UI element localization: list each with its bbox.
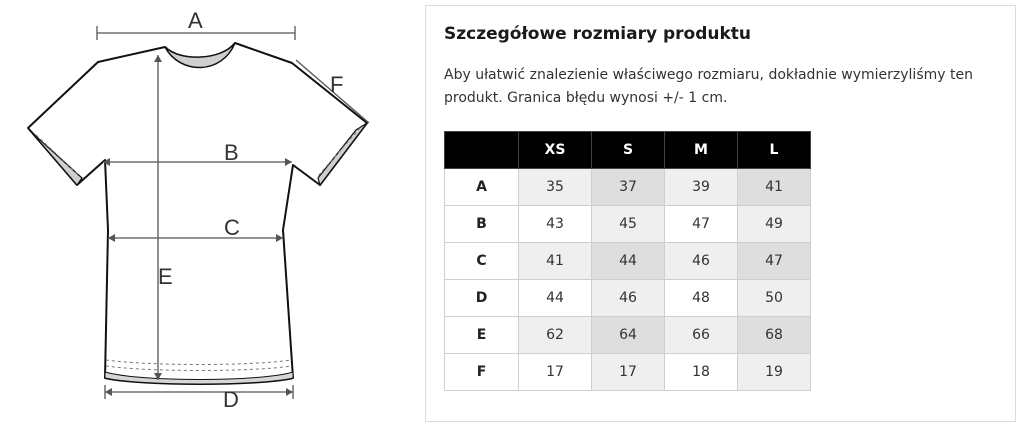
table-cell: 46 <box>665 243 738 280</box>
label-f: F <box>330 72 344 97</box>
size-header-row <box>445 132 811 169</box>
panel-description: Aby ułatwić znalezienie właściwego rozmiaru, dokładnie wymierzyliśmy ten produkt. Granica błędu wynosi +/- 1 cm. <box>444 67 973 106</box>
table-row <box>445 354 811 391</box>
table-cell: 66 <box>665 317 738 354</box>
table-row <box>445 243 811 280</box>
row-label: F <box>445 354 519 391</box>
table-cell: 35 <box>519 169 592 206</box>
size-table <box>444 131 811 391</box>
table-cell: 49 <box>738 206 811 243</box>
table-cell: 44 <box>592 243 665 280</box>
table-cell: 17 <box>519 354 592 391</box>
size-chart-panel <box>425 5 1016 422</box>
table-cell: 64 <box>592 317 665 354</box>
header-l: L <box>738 132 811 169</box>
header-s: S <box>592 132 665 169</box>
table-cell: 41 <box>519 243 592 280</box>
row-label: D <box>445 280 519 317</box>
table-cell: 47 <box>738 243 811 280</box>
table-cell: 45 <box>592 206 665 243</box>
tshirt-outline <box>28 43 367 384</box>
table-cell: 68 <box>738 317 811 354</box>
label-b: B <box>224 140 239 165</box>
table-cell: 37 <box>592 169 665 206</box>
table-cell: 43 <box>519 206 592 243</box>
row-label: E <box>445 317 519 354</box>
row-label: B <box>445 206 519 243</box>
table-cell: 19 <box>738 354 811 391</box>
table-row <box>445 317 811 354</box>
label-d: D <box>223 387 239 412</box>
label-e: E <box>158 264 173 289</box>
table-cell: 39 <box>665 169 738 206</box>
table-cell: 17 <box>592 354 665 391</box>
header-xs: XS <box>519 132 592 169</box>
table-cell: 47 <box>665 206 738 243</box>
label-c: C <box>224 215 240 240</box>
tshirt-diagram <box>0 0 400 432</box>
table-cell: 50 <box>738 280 811 317</box>
table-cell: 41 <box>738 169 811 206</box>
table-row <box>445 169 811 206</box>
panel-title: Szczegółowe rozmiary produktu <box>444 24 752 44</box>
table-cell: 48 <box>665 280 738 317</box>
table-row <box>445 206 811 243</box>
table-cell: 18 <box>665 354 738 391</box>
header-m: M <box>665 132 738 169</box>
row-label: C <box>445 243 519 280</box>
table-cell: 46 <box>592 280 665 317</box>
table-cell: 62 <box>519 317 592 354</box>
label-a: A <box>188 8 203 33</box>
table-cell: 44 <box>519 280 592 317</box>
header-corner <box>445 132 519 169</box>
row-label: A <box>445 169 519 206</box>
table-row <box>445 280 811 317</box>
